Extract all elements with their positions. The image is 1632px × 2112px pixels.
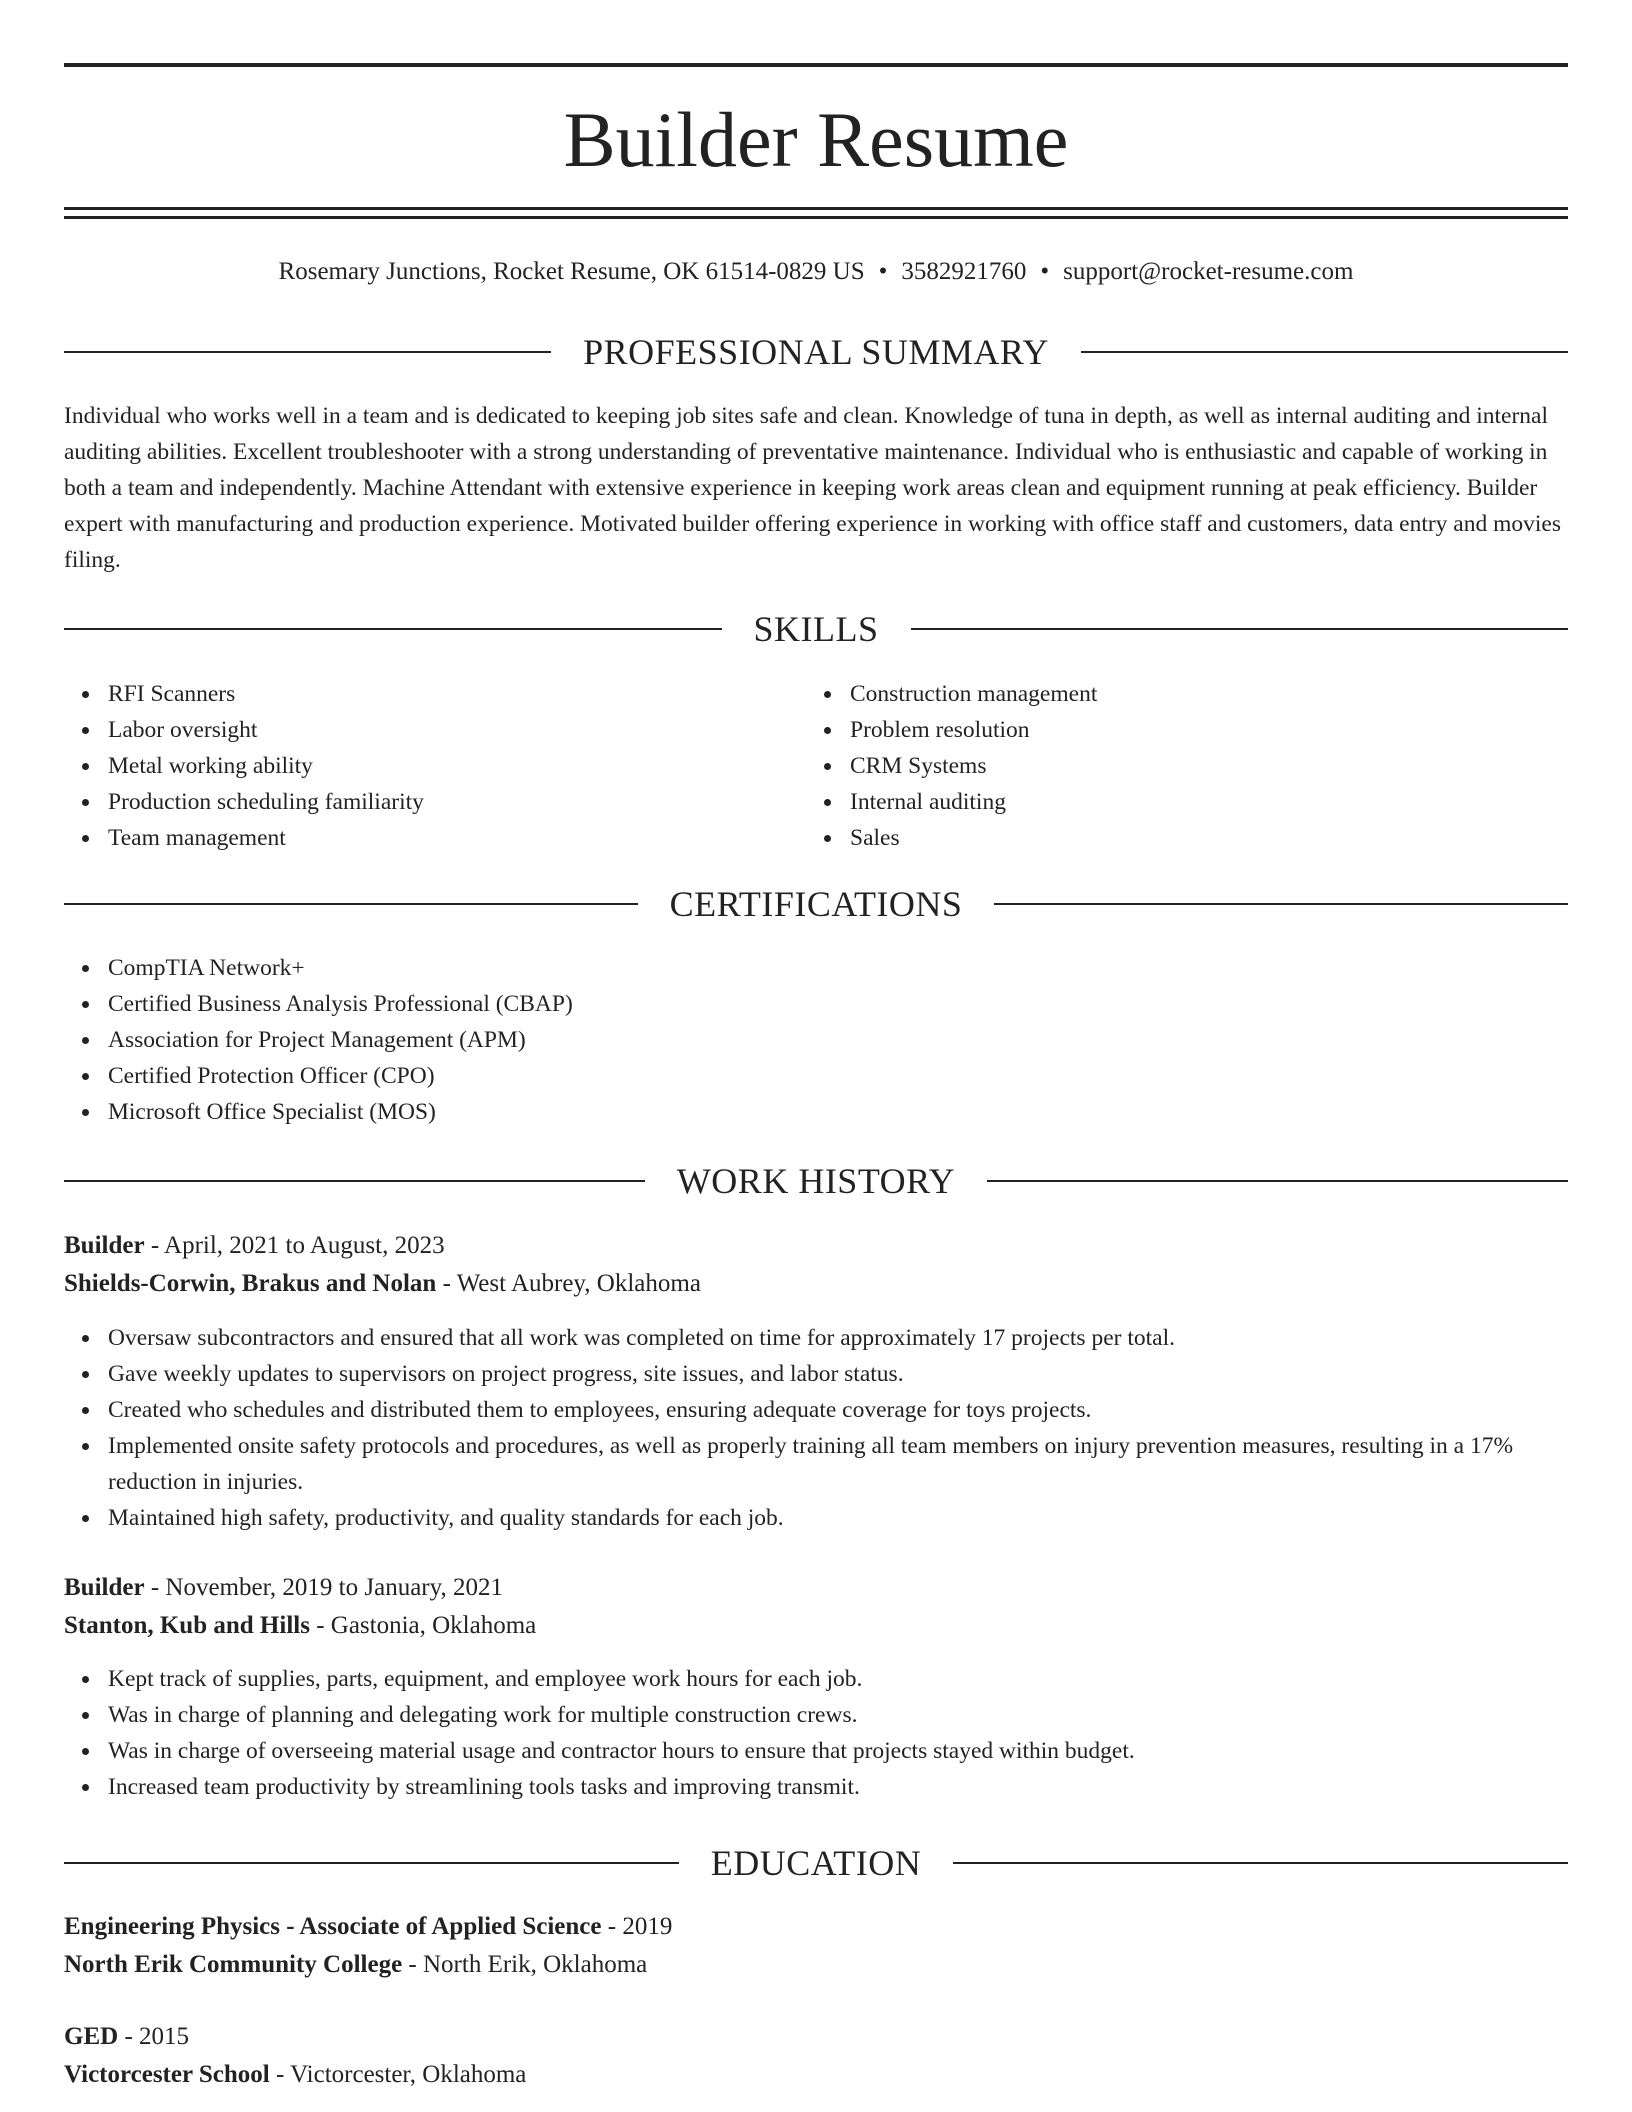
skill-item: Sales	[850, 820, 1550, 856]
section-rule-left	[64, 903, 638, 905]
section-header-skills	[64, 607, 1568, 651]
job-dates: - November, 2019 to January, 2021	[144, 1574, 503, 1601]
education-school: Victorcester School	[64, 2061, 270, 2088]
section-header-summary	[64, 330, 1568, 374]
job-company: Shields-Corwin, Brakus and Nolan	[64, 1270, 437, 1297]
title-underline-2	[64, 216, 1568, 219]
contact-separator: •	[1040, 258, 1050, 285]
skill-item: CRM Systems	[850, 748, 1550, 784]
job-bullet: Increased team productivity by streamlining tools tasks and improving transmit.	[108, 1769, 1568, 1805]
job-bullet: Was in charge of planning and delegating work for multiple construction crews.	[108, 1697, 1568, 1733]
job-role: Builder	[64, 1574, 145, 1601]
section-rule-right	[994, 903, 1568, 905]
section-rule-right	[911, 628, 1569, 630]
certification-item: Association for Project Management (APM)	[108, 1022, 1508, 1058]
education-degree-line	[64, 1909, 1568, 1945]
certifications-list	[64, 950, 1508, 1130]
section-header-education	[64, 1841, 1568, 1885]
education-degree: Engineering Physics - Associate of Applied Science	[64, 1913, 602, 1940]
job-bullet: Oversaw subcontractors and ensured that all work was completed on time for approximately 17 projects per total.	[108, 1320, 1568, 1356]
job-company-line	[64, 1266, 1568, 1302]
education-year: - 2019	[601, 1913, 673, 1940]
education-location: - Victorcester, Oklahoma	[269, 2061, 527, 2088]
section-rule-left	[64, 351, 551, 353]
job-bullets	[64, 1320, 1568, 1536]
job-role: Builder	[64, 1232, 145, 1259]
skill-item: RFI Scanners	[108, 676, 808, 712]
education-location: - North Erik, Oklahoma	[402, 1951, 648, 1978]
section-title-skills: SKILLS	[753, 609, 879, 649]
skills-list-left	[64, 676, 808, 856]
certification-item: Certified Business Analysis Professional (CBAP)	[108, 986, 1508, 1022]
contact-email[interactable]: support@rocket-resume.com	[1063, 258, 1354, 285]
section-title-education: EDUCATION	[710, 1843, 922, 1883]
job-bullet: Gave weekly updates to supervisors on project progress, site issues, and labor status.	[108, 1356, 1568, 1392]
section-header-work	[64, 1159, 1568, 1203]
section-rule-left	[64, 628, 722, 630]
top-rule	[64, 63, 1568, 67]
skill-item: Problem resolution	[850, 712, 1550, 748]
skill-item: Construction management	[850, 676, 1550, 712]
section-title-work: WORK HISTORY	[676, 1161, 956, 1201]
section-rule-right	[1081, 351, 1568, 353]
section-rule-left	[64, 1180, 645, 1182]
certification-item: Microsoft Office Specialist (MOS)	[108, 1094, 1508, 1130]
job-company: Stanton, Kub and Hills	[64, 1612, 310, 1639]
job-location: - West Aubrey, Oklahoma	[436, 1270, 701, 1297]
education-year: - 2015	[118, 2023, 190, 2050]
education-degree: GED	[64, 2023, 119, 2050]
section-rule-right	[953, 1862, 1568, 1864]
section-rule-left	[64, 1862, 679, 1864]
skill-item: Internal auditing	[850, 784, 1550, 820]
job-title-line	[64, 1570, 1568, 1606]
job-location: - Gastonia, Oklahoma	[309, 1612, 537, 1639]
education-school-line	[64, 2057, 1568, 2093]
skills-list-right	[806, 676, 1550, 856]
job-company-line	[64, 1608, 1568, 1644]
summary-text: Individual who works well in a team and is dedicated to keeping job sites safe and clean. Knowledge of tuna in depth, as well as internal auditing and internal auditing abilities. Excellent troubleshooter with a strong understanding of preventative maintenance. Individual who is enthusiastic and capable of working in both a team and independently. Machine Attendant with extensive experience in keeping work areas clean and equipment running at peak efficiency. Builder expert with manufacturing and production experience. Motivated builder offering experience in working with office staff and customers, data entry and movies filing.	[64, 403, 1561, 573]
skill-item: Metal working ability	[108, 748, 808, 784]
contact-separator: •	[878, 258, 888, 285]
job-bullet: Created who schedules and distributed them to employees, ensuring adequate coverage for toys projects.	[108, 1392, 1568, 1428]
job-bullet: Maintained high safety, productivity, and quality standards for each job.	[108, 1500, 1568, 1536]
section-header-certifications	[64, 882, 1568, 926]
resume-title: Builder Resume	[563, 96, 1069, 183]
certification-item: Certified Protection Officer (CPO)	[108, 1058, 1508, 1094]
skill-item: Production scheduling familiarity	[108, 784, 808, 820]
job-bullet: Kept track of supplies, parts, equipment, and employee work hours for each job.	[108, 1661, 1568, 1697]
section-rule-right	[987, 1180, 1568, 1182]
job-bullet: Was in charge of overseeing material usage and contractor hours to ensure that projects stayed within budget.	[108, 1733, 1568, 1769]
contact-line	[64, 256, 1568, 288]
job-dates: - April, 2021 to August, 2023	[144, 1232, 445, 1259]
section-title-summary: PROFESSIONAL SUMMARY	[583, 332, 1049, 372]
job-bullets	[64, 1661, 1568, 1805]
education-school-line	[64, 1947, 1568, 1983]
job-title-line	[64, 1228, 1568, 1264]
contact-address: Rosemary Junctions, Rocket Resume, OK 61514-0829 US	[278, 258, 865, 285]
job-bullet: Implemented onsite safety protocols and procedures, as well as properly training all team members on injury prevention measures, resulting in a 17% reduction in injuries.	[108, 1428, 1568, 1500]
education-school: North Erik Community College	[64, 1951, 403, 1978]
certification-item: CompTIA Network+	[108, 950, 1508, 986]
contact-phone[interactable]: 3582921760	[901, 258, 1027, 285]
skill-item: Labor oversight	[108, 712, 808, 748]
education-degree-line	[64, 2019, 1568, 2055]
skill-item: Team management	[108, 820, 808, 856]
title-underline-1	[64, 207, 1568, 210]
section-title-certifications: CERTIFICATIONS	[669, 884, 963, 924]
